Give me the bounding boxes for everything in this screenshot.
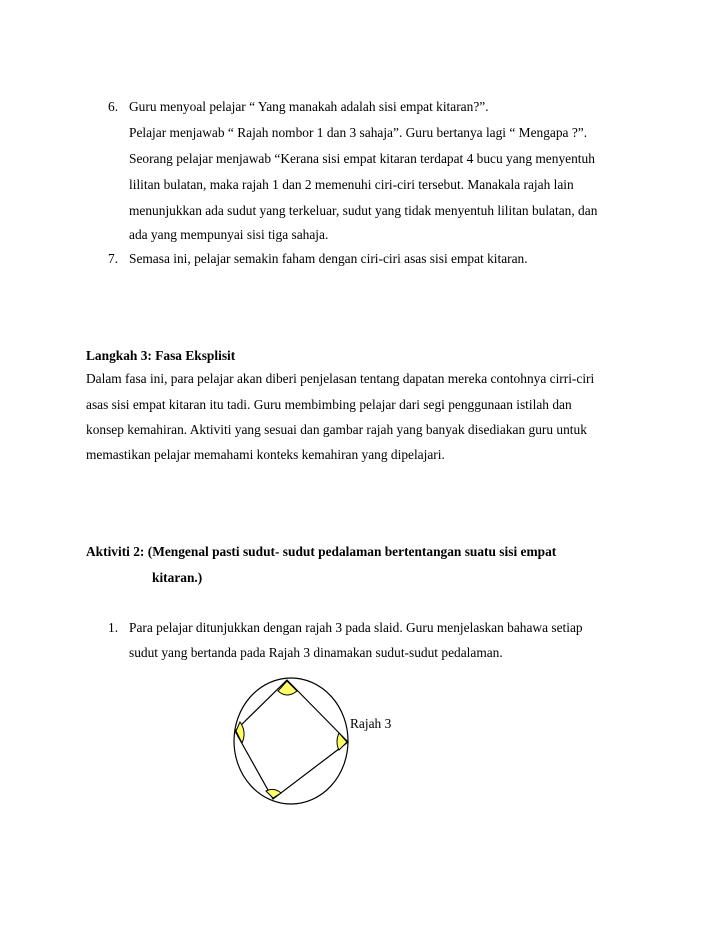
section-heading-aktiviti2-cont: kitaran.) — [152, 570, 203, 585]
angle-marker-left — [236, 722, 244, 743]
figure-label: Rajah 3 — [350, 716, 392, 731]
aktiviti2-item-1-line-2: sudut yang bertanda pada Rajah 3 dinamakan sudut-sudut pedalaman. — [129, 645, 503, 660]
item-6-line-3: Seorang pelajar menjawab “Kerana sisi empat kitaran terdapat 4 bucu yang menyentuh — [129, 151, 595, 166]
aktiviti2-item-1-line-1: Para pelajar ditunjukkan dengan rajah 3 pada slaid. Guru menjelaskan bahawa setiap — [129, 620, 583, 635]
quadrilateral-outline — [235, 680, 348, 799]
langkah3-line-1: Dalam fasa ini, para pelajar akan diberi penjelasan tentang dapatan mereka contohnya cirri-ciri — [86, 371, 595, 386]
list-number-6: 6. — [108, 99, 119, 114]
item-6-line-2: Pelajar menjawab “ Rajah nombor 1 dan 3 sahaja”. Guru bertanya lagi “ Mengapa ?”. — [129, 125, 588, 140]
item-6-line-6: ada yang mempunyai sisi tiga sahaja. — [129, 227, 329, 242]
angle-marker-top — [278, 681, 297, 695]
list-number-1: 1. — [108, 620, 119, 635]
section-heading-aktiviti2: Aktiviti 2: (Mengenal pasti sudut- sudut pedalaman bertentangan suatu sisi empat — [86, 544, 557, 559]
langkah3-line-3: konsep kemahiran. Aktiviti yang sesuai dan gambar rajah yang banyak disediakan guru untuk — [86, 422, 587, 437]
langkah3-line-2: asas sisi empat kitaran itu tadi. Guru membimbing pelajar dari segi penggunaan istilah dan — [86, 397, 572, 412]
angle-marker-bottom — [266, 789, 281, 798]
item-7-line-1: Semasa ini, pelajar semakin faham dengan ciri-ciri asas sisi empat kitaran. — [129, 251, 528, 266]
item-6-line-5: menunjukkan ada sudut yang terkeluar, sudut yang tidak menyentuh lilitan bulatan, dan — [129, 203, 598, 218]
item-6-line-4: lilitan bulatan, maka rajah 1 dan 2 memenuhi ciri-ciri tersebut. Manakala rajah lain — [129, 177, 574, 192]
list-number-7: 7. — [108, 251, 119, 266]
section-heading-langkah3: Langkah 3: Fasa Eksplisit — [86, 348, 236, 363]
langkah3-line-4: memastikan pelajar memahami konteks kemahiran yang dipelajari. — [86, 447, 445, 462]
item-6-line-1: Guru menyoal pelajar “ Yang manakah adalah sisi empat kitaran?”. — [129, 99, 489, 114]
